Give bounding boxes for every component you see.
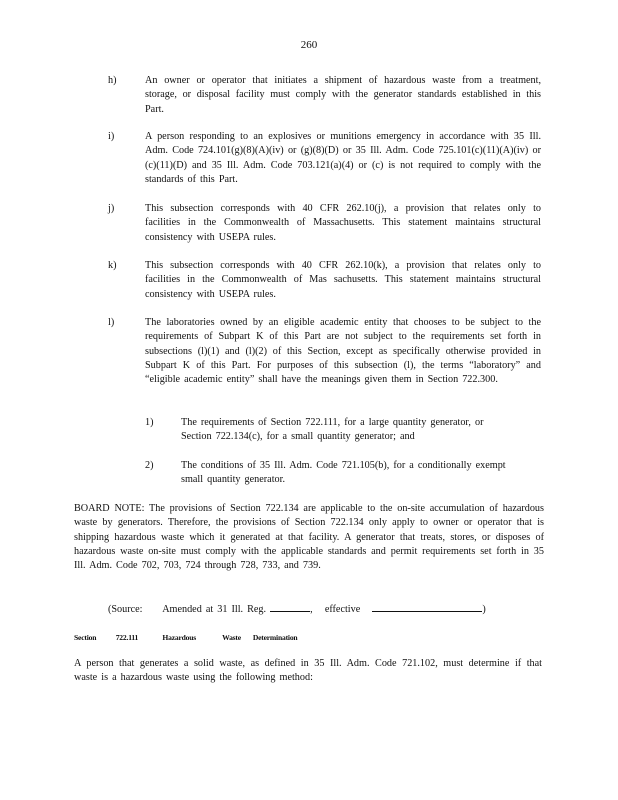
item-text: The laboratories owned by an eligible academic entity that chooses to be subject to the requirements of Subpart K of this Part are not subject to the requirements set forth in subsections (l)(1) and (l)(2) of this Section, except as specifically otherwise provided in Subpart K of this Part. For purposes of this subsection (l), the terms “laboratory” and “eligible academic entity” shall have the meanings given them in Section 722.300. [145,317,541,386]
section-heading [74,631,297,645]
item-text: This subsection corresponds with 40 CFR 262.10(k), a provision that relates only to facilities in the Commonwealth of Mas sachusetts. This statement maintains structural consistency with USEPA rules. [145,260,541,300]
register-blank [270,601,310,612]
source-suffix: ) [482,604,486,615]
section-title-word-1: Hazardous [162,633,197,642]
section-title-word-2: Waste [222,633,241,642]
intro-paragraph: A person that generates a solid waste, as defined in 35 Ill. Adm. Code 721.102, must determine if that waste is a hazardous waste using the following method: [74,658,542,684]
source-note: (Source: Amended at 31 Ill. Reg. , effective ) [108,601,538,617]
subitem-text: The conditions of 35 Ill. Adm. Code 721.105(b), for a conditionally exempt small quantity generator. [181,460,506,486]
source-amended: Amended at 31 Ill. Reg. [162,604,267,615]
section-title-word-3: Determination [252,633,298,642]
board-note: BOARD NOTE: The provisions of Section 722.134 are applicable to the on-site accumulation of hazardous waste by generators. Therefore, the provisions of Section 722.134 only apply to owner or operator that is shipping hazardous waste which it generated at that facility. A generator that treats, stores, or disposes of hazardous waste on-site must comply with the applicable standards and permit requirements set forth in 35 Ill. Adm. Code 702, 703, 724 through 728, 733, and 739. [74,503,544,572]
item-label: l) [108,317,115,328]
item-text: An owner or operator that initiates a shipment of hazardous waste from a treatment, storage, or disposal facility must comply with the generator standards established in this Part. [145,75,541,115]
item-text: A person responding to an explosives or munitions emergency in accordance with 35 Ill. Adm. Code 724.101(g)(8)(A)(iv) or (g)(8)(D) or 35 Ill. Adm. Code 725.101(c)(11)(A)(iv) or (c)(11)(D) and 35 Ill. Adm. Code 703.121(a)(4) or (c) is not required to comply with the standards of this Part. [145,131,541,185]
section-number: 722.111 [115,633,139,642]
page-number: 260 [300,39,318,51]
source-effective: effective [324,604,361,615]
source-prefix: (Source: [108,604,143,615]
subitem-label: 1) [145,417,154,428]
subitem-label: 2) [145,460,154,471]
section-word: Section [74,633,97,642]
item-label: i) [108,131,115,142]
item-label: j) [108,203,115,214]
effective-date-blank [372,601,482,612]
subitem-text: The requirements of Section 722.111, for a large quantity generator, or Section 722.134(c), for a small quantity generator; and [181,417,484,443]
item-label: h) [108,75,117,86]
item-label: k) [108,260,117,271]
item-text: This subsection corresponds with 40 CFR 262.10(j), a provision that relates only to facilities in the Commonwealth of Massachusetts. This statement maintains structural consistency with USEPA rules. [145,203,541,243]
